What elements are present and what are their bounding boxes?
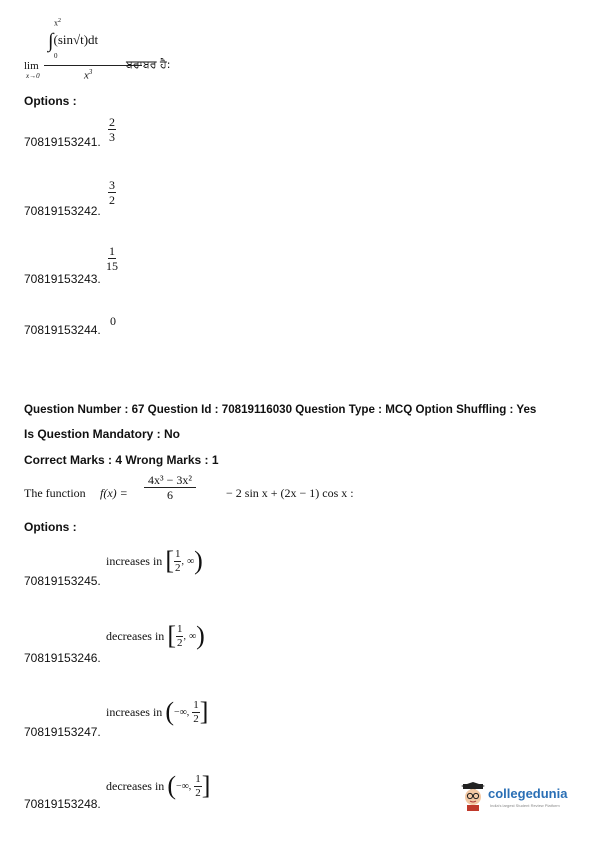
mandatory-line: Is Question Mandatory : No [24,427,181,441]
integral-lower-limit: 0 [54,52,58,60]
marks-line: Correct Marks : 4 Wrong Marks : 1 [24,453,219,467]
stem-fraction: $\frac{\text{4x³ − 3x²}}{6}$ [144,474,196,501]
integrand: ∫(sin√t)dt [48,30,99,52]
stem-function: f(x) = [100,486,128,500]
option-fraction: $\frac{1}{15}$ [106,244,118,273]
option-fraction: $\frac{3}{2}$ [109,178,115,207]
option-id: 70819153246. [24,651,101,665]
collegedunia-logo [460,780,580,816]
options-label: Options : [24,94,77,108]
option-interval: decreases in [ $\frac{1}{2}$ , ∞ ) [106,621,205,650]
q66-stem [24,14,284,84]
option-id: 70819153248. [24,797,101,811]
option-id: 70819153241. [24,135,101,149]
stem-suffix: − 2 sin x + (2x − 1) cos x : [226,486,354,500]
options-label: Options : [24,520,77,534]
option-id: 70819153242. [24,204,101,218]
option-interval: increases in [ $\frac{1}{2}$ , ∞ ) [106,546,203,575]
logo-tagline: India's largest Student Review Platform [490,803,560,808]
question-header: Question Number : 67 Question Id : 70819116030 Question Type : MCQ Option Shuffling : Yes [24,403,537,416]
lim-text: lim [24,60,39,72]
denominator: $x^3$ [84,68,93,82]
integral-upper-limit: $x^2$ [54,18,61,28]
q67-stem [24,474,444,510]
option-interval: decreases in ( −∞, $\frac{1}{2}$ ] [106,771,211,800]
option-interval: increases in ( −∞, $\frac{1}{2}$ ] [106,697,209,726]
logo-wordmark: collegedunia [488,786,568,801]
lim-subscript: x→0 [26,72,40,80]
mascot-icon [460,782,486,812]
option-id: 70819153243. [24,272,101,286]
option-id: 70819153247. [24,725,101,739]
stem-prefix: The function [24,486,86,500]
option-fraction: $\frac{2}{3}$ [109,115,115,144]
option-id: 70819153245. [24,574,101,588]
question-tail-text: ਬਰਾਬਰ ਹੈ: [126,58,171,71]
option-id: 70819153244. [24,323,101,337]
option-value: 0 [110,314,116,328]
